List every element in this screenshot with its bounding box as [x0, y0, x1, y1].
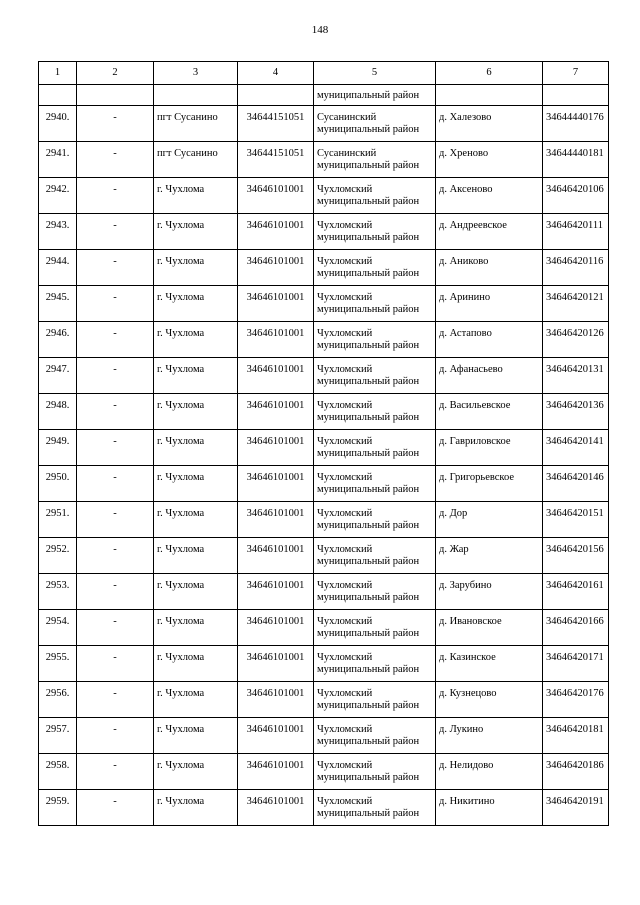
district-name: Чухломский муниципальный район — [314, 322, 436, 358]
admin-code: 34646101001 — [238, 574, 314, 610]
village-code: 34646420151 — [543, 502, 609, 538]
district-name: Чухломский муниципальный район — [314, 430, 436, 466]
village-code: 34646420161 — [543, 574, 609, 610]
table-row — [39, 178, 609, 214]
district-name: Чухломский муниципальный район — [314, 466, 436, 502]
row-number: 2957. — [39, 718, 77, 754]
cell-col2: - — [77, 322, 154, 358]
table-row — [39, 718, 609, 754]
admin-center: г. Чухлома — [154, 682, 238, 718]
admin-code: 34644151051 — [238, 142, 314, 178]
table-row — [39, 394, 609, 430]
table-row — [39, 502, 609, 538]
district-name: Чухломский муниципальный район — [314, 250, 436, 286]
cell-col2: - — [77, 754, 154, 790]
row-number: 2944. — [39, 250, 77, 286]
village-name: д. Аниково — [436, 250, 543, 286]
village-code: 34646420186 — [543, 754, 609, 790]
admin-center: г. Чухлома — [154, 358, 238, 394]
cell-col2: - — [77, 646, 154, 682]
column-header: 7 — [543, 62, 609, 85]
page-number: 148 — [311, 24, 329, 36]
table-row — [39, 790, 609, 826]
admin-center: г. Чухлома — [154, 502, 238, 538]
village-name: д. Зарубино — [436, 574, 543, 610]
table-row — [39, 646, 609, 682]
admin-center: г. Чухлома — [154, 574, 238, 610]
column-header: 4 — [238, 62, 314, 85]
cell-col2: - — [77, 358, 154, 394]
column-header: 2 — [77, 62, 154, 85]
village-code: 34646420176 — [543, 682, 609, 718]
admin-code: 34646101001 — [238, 394, 314, 430]
column-header: 1 — [39, 62, 77, 85]
row-number: 2951. — [39, 502, 77, 538]
district-name: Чухломский муниципальный район — [314, 538, 436, 574]
admin-code: 34646101001 — [238, 430, 314, 466]
village-code: 34646420131 — [543, 358, 609, 394]
district-name: муниципальный район — [314, 85, 436, 106]
cell-col2: - — [77, 466, 154, 502]
row-number: 2949. — [39, 430, 77, 466]
admin-code: 34646101001 — [238, 646, 314, 682]
district-name: Чухломский муниципальный район — [314, 718, 436, 754]
village-code: 34644440181 — [543, 142, 609, 178]
district-name: Чухломский муниципальный район — [314, 394, 436, 430]
row-number: 2954. — [39, 610, 77, 646]
admin-code: 34646101001 — [238, 538, 314, 574]
cell-col2: - — [77, 286, 154, 322]
cell-col2: - — [77, 394, 154, 430]
village-name: д. Григорьевское — [436, 466, 543, 502]
table-row — [39, 142, 609, 178]
row-number: 2956. — [39, 682, 77, 718]
district-name: Сусанинский муниципальный район — [314, 142, 436, 178]
admin-code: 34646101001 — [238, 322, 314, 358]
cell-col2: - — [77, 250, 154, 286]
district-name: Чухломский муниципальный район — [314, 358, 436, 394]
village-name: д. Андреевское — [436, 214, 543, 250]
cell-col2: - — [77, 178, 154, 214]
admin-code: 34646101001 — [238, 286, 314, 322]
table-row — [39, 574, 609, 610]
district-name: Сусанинский муниципальный район — [314, 106, 436, 142]
admin-code: 34646101001 — [238, 682, 314, 718]
village-code: 34646420126 — [543, 322, 609, 358]
admin-code: 34646101001 — [238, 466, 314, 502]
village-code: 34646420191 — [543, 790, 609, 826]
district-name: Чухломский муниципальный район — [314, 214, 436, 250]
table-row — [39, 106, 609, 142]
village-code: 34646420171 — [543, 646, 609, 682]
row-number: 2940. — [39, 106, 77, 142]
admin-center: г. Чухлома — [154, 178, 238, 214]
district-name: Чухломский муниципальный район — [314, 682, 436, 718]
district-name: Чухломский муниципальный район — [314, 754, 436, 790]
village-name: д. Казинское — [436, 646, 543, 682]
table-row — [39, 358, 609, 394]
row-number: 2948. — [39, 394, 77, 430]
admin-code: 34646101001 — [238, 610, 314, 646]
village-code: 34646420106 — [543, 178, 609, 214]
cell-col2: - — [77, 214, 154, 250]
village-name: д. Кузнецово — [436, 682, 543, 718]
village-name: д. Васильевское — [436, 394, 543, 430]
column-header: 3 — [154, 62, 238, 85]
village-code: 34646420141 — [543, 430, 609, 466]
cell-col2: - — [77, 538, 154, 574]
district-name: Чухломский муниципальный район — [314, 286, 436, 322]
admin-center: г. Чухлома — [154, 214, 238, 250]
admin-center — [154, 85, 238, 106]
admin-code: 34646101001 — [238, 790, 314, 826]
table-row — [39, 250, 609, 286]
row-number: 2942. — [39, 178, 77, 214]
village-code: 34646420116 — [543, 250, 609, 286]
column-header: 6 — [436, 62, 543, 85]
cell-col2: - — [77, 106, 154, 142]
village-code: 34646420181 — [543, 718, 609, 754]
village-name: д. Хреново — [436, 142, 543, 178]
row-number: 2952. — [39, 538, 77, 574]
continuation-row — [39, 85, 609, 106]
village-name: д. Аксеново — [436, 178, 543, 214]
village-code: 34646420111 — [543, 214, 609, 250]
cell-col2: - — [77, 502, 154, 538]
district-name: Чухломский муниципальный район — [314, 502, 436, 538]
cell-col2 — [77, 85, 154, 106]
settlements-table — [38, 61, 609, 826]
admin-center: г. Чухлома — [154, 646, 238, 682]
column-header: 5 — [314, 62, 436, 85]
table-row — [39, 286, 609, 322]
village-name: д. Лукино — [436, 718, 543, 754]
admin-code — [238, 85, 314, 106]
district-name: Чухломский муниципальный район — [314, 610, 436, 646]
cell-col2: - — [77, 574, 154, 610]
village-code: 34646420156 — [543, 538, 609, 574]
cell-col2: - — [77, 790, 154, 826]
table-row — [39, 466, 609, 502]
row-number: 2950. — [39, 466, 77, 502]
village-name: д. Ивановское — [436, 610, 543, 646]
row-number: 2947. — [39, 358, 77, 394]
table-row — [39, 538, 609, 574]
table-row — [39, 754, 609, 790]
village-name: д. Дор — [436, 502, 543, 538]
row-number: 2943. — [39, 214, 77, 250]
table-row — [39, 610, 609, 646]
admin-center: г. Чухлома — [154, 322, 238, 358]
row-number: 2946. — [39, 322, 77, 358]
village-name — [436, 85, 543, 106]
row-number: 2958. — [39, 754, 77, 790]
table-row — [39, 214, 609, 250]
village-name: д. Афанасьево — [436, 358, 543, 394]
village-code: 34644440176 — [543, 106, 609, 142]
admin-center: пгт Сусанино — [154, 106, 238, 142]
admin-center: г. Чухлома — [154, 394, 238, 430]
admin-code: 34646101001 — [238, 718, 314, 754]
cell-col2: - — [77, 610, 154, 646]
district-name: Чухломский муниципальный район — [314, 178, 436, 214]
header-row — [39, 62, 609, 85]
admin-code: 34644151051 — [238, 106, 314, 142]
admin-code: 34646101001 — [238, 250, 314, 286]
admin-code: 34646101001 — [238, 358, 314, 394]
admin-center: г. Чухлома — [154, 790, 238, 826]
district-name: Чухломский муниципальный район — [314, 574, 436, 610]
cell-col2: - — [77, 718, 154, 754]
admin-code: 34646101001 — [238, 214, 314, 250]
village-code: 34646420136 — [543, 394, 609, 430]
row-number: 2941. — [39, 142, 77, 178]
cell-col2: - — [77, 142, 154, 178]
admin-code: 34646101001 — [238, 178, 314, 214]
district-name: Чухломский муниципальный район — [314, 646, 436, 682]
table-row — [39, 430, 609, 466]
cell-col2: - — [77, 682, 154, 718]
table-row — [39, 322, 609, 358]
admin-center: г. Чухлома — [154, 538, 238, 574]
village-code — [543, 85, 609, 106]
admin-center: г. Чухлома — [154, 718, 238, 754]
village-name: д. Халезово — [436, 106, 543, 142]
admin-center: г. Чухлома — [154, 754, 238, 790]
admin-center: г. Чухлома — [154, 250, 238, 286]
admin-center: г. Чухлома — [154, 430, 238, 466]
village-name: д. Гавриловское — [436, 430, 543, 466]
admin-code: 34646101001 — [238, 754, 314, 790]
row-number: 2953. — [39, 574, 77, 610]
row-number — [39, 85, 77, 106]
village-code: 34646420166 — [543, 610, 609, 646]
admin-center: пгт Сусанино — [154, 142, 238, 178]
cell-col2: - — [77, 430, 154, 466]
table-row — [39, 682, 609, 718]
village-name: д. Нелидово — [436, 754, 543, 790]
village-name: д. Астапово — [436, 322, 543, 358]
admin-code: 34646101001 — [238, 502, 314, 538]
village-name: д. Аринино — [436, 286, 543, 322]
row-number: 2959. — [39, 790, 77, 826]
row-number: 2955. — [39, 646, 77, 682]
village-name: д. Жар — [436, 538, 543, 574]
village-code: 34646420121 — [543, 286, 609, 322]
district-name: Чухломский муниципальный район — [314, 790, 436, 826]
village-name: д. Никитино — [436, 790, 543, 826]
admin-center: г. Чухлома — [154, 610, 238, 646]
admin-center: г. Чухлома — [154, 286, 238, 322]
admin-center: г. Чухлома — [154, 466, 238, 502]
row-number: 2945. — [39, 286, 77, 322]
village-code: 34646420146 — [543, 466, 609, 502]
